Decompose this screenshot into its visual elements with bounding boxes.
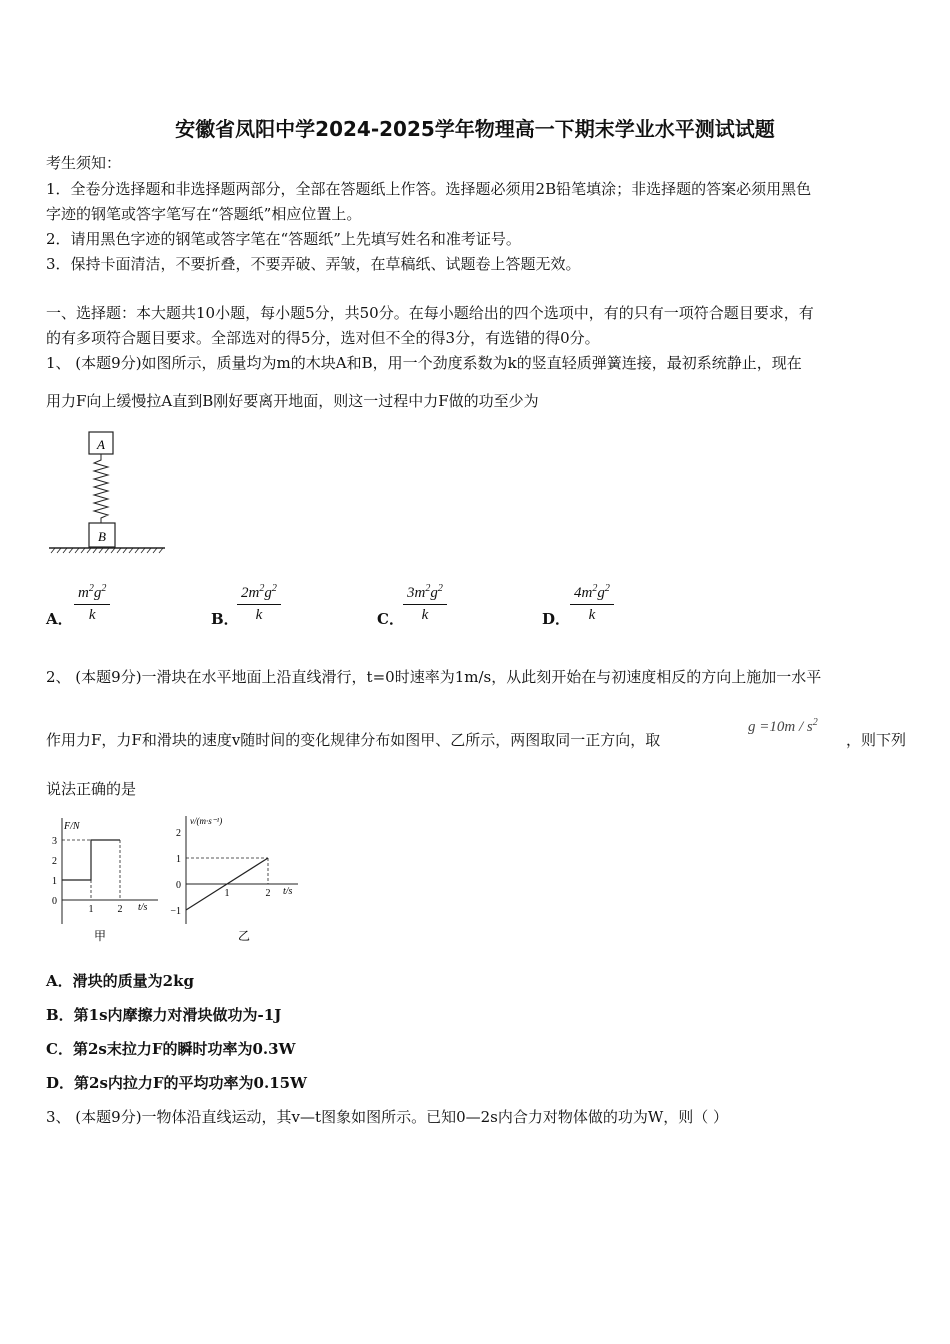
q2-gravity-formula: $g =10m / s^2$ [748,717,818,735]
q2-stem: 说法正确的是 [46,780,137,798]
q1-stem: 用力F向上缓慢拉A直到B刚好要离开地面，则这一过程中力F做的功至少为 [46,392,539,410]
y-axis-label: v/(m·s⁻¹) [190,816,223,826]
x-axis-label: t/s [283,886,293,897]
q1-option-c-formula: $\frac{3m^2g^2}{k}$ [403,583,447,624]
notice-item: 2．请用黑色字迹的钢笔或答字笔在“答题纸”上先填写姓名和准考证号。 [46,230,521,248]
chart-title: 乙 [237,929,251,943]
x-tick-label: 1 [88,904,94,915]
y-tick-label: 1 [52,876,57,887]
q1-option-c[interactable]: C． [377,610,404,628]
y-tick-label: 3 [52,836,57,847]
x-tick-label: 1 [224,888,230,899]
notice-item: 字迹的钢笔或答字笔写在“答题纸”相应位置上。 [46,205,362,223]
spring-block-figure [45,428,170,558]
y-tick-label: 1 [176,854,181,865]
y-tick-label: 2 [176,828,181,839]
page-title: 安徽省凤阳中学2024-2025学年物理高一下期末学业水平测试试题 [175,117,775,141]
x-tick-label: 2 [117,904,123,915]
notice-item: 1．全卷分选择题和非选择题两部分，全部在答题纸上作答。选择题必须用2B铅笔填涂；非选择题的答案必须用黑色 [46,180,812,198]
q1-option-d[interactable]: D． [542,610,571,628]
x-axis-label: t/s [138,902,148,913]
q2-stem-tail: ，则下列 [846,731,907,749]
q3-stem: 3、 (本题9分)一物体沿直线运动，其v—t图象如图所示。已知0—2s内合力对物体做的功为W，则（ ） [46,1108,729,1126]
q2-stem: 作用力F，力F和滑块的速度v随时间的变化规律分布如图甲、乙所示，两图取同一正方向，取 [46,731,661,749]
section-instructions: 一、选择题：本大题共10小题，每小题5分，共50分。在每小题给出的四个选项中，有的只有一项符合题目要求，有 [46,304,814,322]
q1-option-b-formula: $\frac{2m^2g^2}{k}$ [237,583,281,624]
series-line [62,840,120,880]
force-time-chart [44,812,164,947]
q1-option-a[interactable]: A． [46,610,73,628]
y-tick-label: −1 [170,906,181,917]
section-instructions: 的有多项符合题目要求。全部选对的得5分，选对但不全的得3分，有选错的得0分。 [46,329,600,347]
q2-option-a[interactable]: A．滑块的质量为2kg [46,972,194,990]
q2-option-d[interactable]: D．第2s内拉力F的平均功率为0.15W [46,1074,307,1092]
q1-option-b[interactable]: B． [211,610,239,628]
x-tick-label: 2 [265,888,271,899]
y-tick-label: 0 [52,896,57,907]
q1-option-d-formula: $\frac{4m^2g^2}{k}$ [570,583,614,624]
notice-item: 3．保持卡面清洁，不要折叠，不要弄破、弄皱，在草稿纸、试题卷上答题无效。 [46,255,581,273]
q1-option-a-formula: $\frac{m^2g^2}{k}$ [74,583,110,624]
q2-option-b[interactable]: B．第1s内摩擦力对滑块做功为-1J [46,1006,282,1024]
y-tick-label: 2 [52,856,57,867]
q1-stem: 1、 (本题9分)如图所示，质量均为m的木块A和B，用一个劲度系数为k的竖直轻质弹簧连接，最初系统静止，现在 [46,354,802,372]
block-b-label: B [98,529,106,544]
chart-title: 甲 [93,929,107,943]
velocity-time-chart [170,812,310,947]
q2-option-c[interactable]: C．第2s末拉力F的瞬时功率为0.3W [46,1040,296,1058]
block-a-label: A [97,437,105,452]
q2-stem: 2、 (本题9分)一滑块在水平地面上沿直线滑行，t=0时速率为1m/s，从此刻开始在与初速度相反的方向上施加一水平 [46,668,822,686]
notice-heading: 考生须知： [46,154,122,172]
y-tick-label: 0 [176,880,181,891]
y-axis-label: F/N [64,821,80,832]
